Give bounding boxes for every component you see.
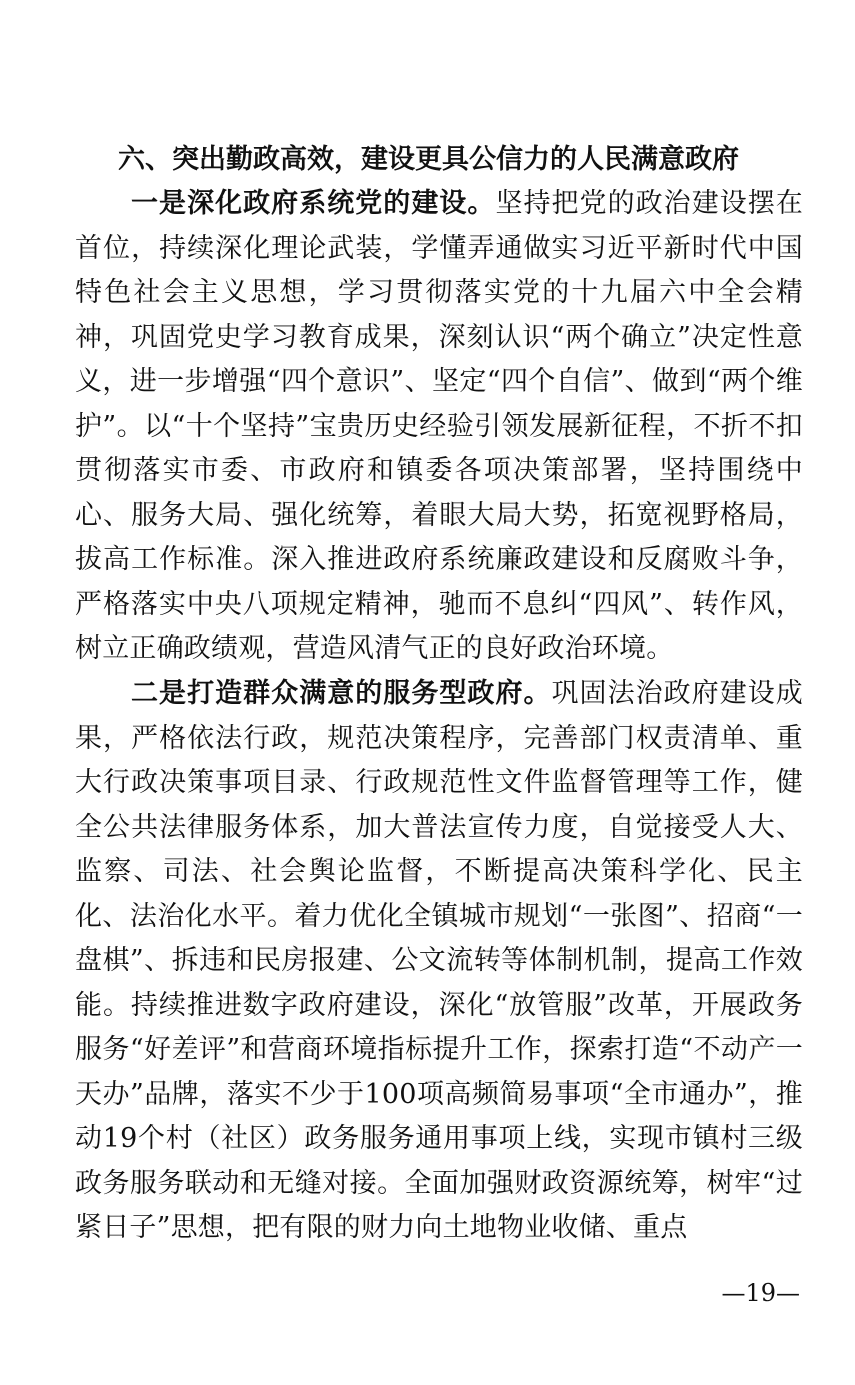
paragraph-body: 巩固法治政府建设成果，严格依法行政，规范决策程序，完善部门权责清单、重大行政决策事项目录、行政规范性文件监督管理等工作，健全公共法律服务体系，加大普法宣传力度，自觉接受人大、监察、司法、社会舆论监督，不断提高决策科学化、民主化、法治化水平。着力优化全镇城市规划“一张图”、招商“一盘棋”、拆违和民房报建、公文流转等体制机制，提高工作效能。持续推进数字政府建设，深化“放管服”改革，开展政务服务“好差评”和营商环境指标提升工作，探索打造“不动产一天办”品牌，落实不少于100项高频简易事项“全市通办”，推动19个村（社区）政务服务通用事项上线，实现市镇村三级政务服务联动和无缝对接。全面加强财政资源统筹，树牢“过紧日子”思想，把有限的财力向土地物业收储、重点 — [75, 678, 803, 1243]
paragraph-lead: 一是深化政府系统党的建设。 — [131, 188, 496, 219]
paragraph-body: 坚持把党的政治建设摆在首位，持续深化理论武装，学懂弄通做实习近平新时代中国特色社会主义思想，学习贯彻落实党的十九届六中全会精神，巩固党史学习教育成果，深刻认识“两个确立”决定性意义，进一步增强“四个意识”、坚定“四个自信”、做到“两个维护”。以“十个坚持”宝贵历史经验引领发展新征程，不折不扣贯彻落实市委、市政府和镇委各项决策部署，坚持围绕中心、服务大局、强化统筹，着眼大局大势，拓宽视野格局，拔高工作标准。深入推进政府系统廉政建设和反腐败斗争，严格落实中央八项规定精神，驰而不息纠“四风”、转作风，树立正确政绩观，营造风清气正的良好政治环境。 — [75, 188, 803, 664]
page-number: —19— — [721, 1279, 800, 1307]
paragraph-party-building — [75, 182, 803, 672]
paragraph-service-government — [75, 672, 803, 1251]
section-heading: 六、突出勤政高效，建设更具公信力的人民满意政府 — [118, 144, 739, 175]
paragraph-lead: 二是打造群众满意的服务型政府。 — [131, 678, 552, 709]
